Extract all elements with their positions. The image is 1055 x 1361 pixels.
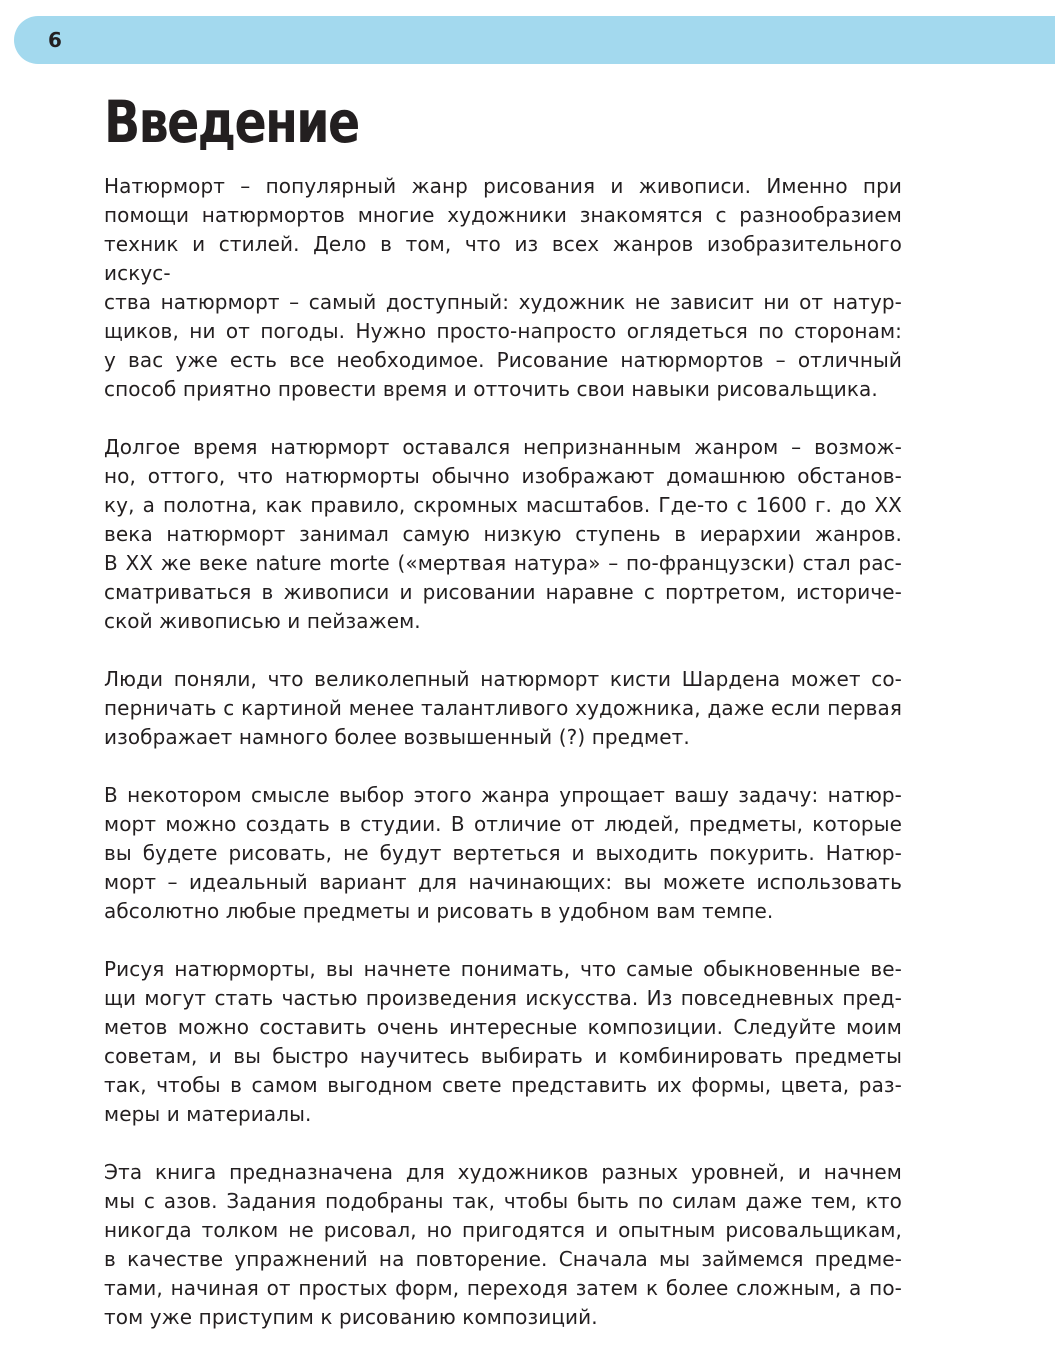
paragraph-line: меры и материалы. — [104, 1102, 312, 1126]
paragraph-line: ской живописью и пейзажем. — [104, 609, 421, 633]
paragraph-line: советам, и вы быстро научитесь выбирать и комбинировать предметы — [104, 1044, 902, 1068]
paragraph-line: Долгое время натюрморт оставался непризнанным жанром – возмож- — [104, 435, 902, 459]
paragraph-line: Эта книга предназначена для художников разных уровней, и начнем — [104, 1160, 902, 1184]
paragraph-line: морт можно создать в студии. В отличие от людей, предметы, которые — [104, 812, 902, 836]
paragraph-line: перничать с картиной менее талантливого художника, даже если первая — [104, 696, 902, 720]
paragraph-line: техник и стилей. Дело в том, что из всех жанров изобразительного искус- — [104, 232, 902, 285]
paragraph — [104, 955, 902, 1129]
paragraph-line: том уже приступим к рисованию композиций. — [104, 1305, 598, 1329]
paragraph-line: ства натюрморт – самый доступный: художник не зависит ни от натур- — [104, 290, 902, 314]
paragraph-line: щи могут стать частью произведения искусства. Из повседневных пред- — [104, 986, 902, 1010]
header-band — [14, 16, 1055, 64]
body-text — [104, 172, 902, 1361]
paragraph-line: способ приятно провести время и отточить свои навыки рисовальщика. — [104, 377, 878, 401]
page-title: Введение — [104, 88, 359, 156]
paragraph-line: но, оттого, что натюрморты обычно изображают домашнюю обстанов- — [104, 464, 902, 488]
paragraph — [104, 172, 902, 404]
paragraph-line: метов можно составить очень интересные композиции. Следуйте моим — [104, 1015, 902, 1039]
paragraph-line: В XX же веке nature morte («мертвая натура» – по-французски) стал рас- — [104, 551, 902, 575]
paragraph-line: Рисуя натюрморты, вы начнете понимать, что самые обыкновенные ве- — [104, 957, 902, 981]
paragraph-line: так, чтобы в самом выгодном свете представить их формы, цвета, раз- — [104, 1073, 902, 1097]
paragraph-line: у вас уже есть все необходимое. Рисование натюрмортов – отличный — [104, 348, 902, 372]
page-number: 6 — [48, 28, 62, 52]
paragraph-line: вы будете рисовать, не будут вертеться и выходить покурить. Натюр- — [104, 841, 902, 865]
paragraph-line: века натюрморт занимал самую низкую ступень в иерархии жанров. — [104, 522, 902, 546]
paragraph — [104, 433, 902, 636]
paragraph-line: морт – идеальный вариант для начинающих: вы можете использовать — [104, 870, 902, 894]
paragraph-line: щиков, ни от погоды. Нужно просто-напросто оглядеться по сторонам: — [104, 319, 902, 343]
paragraph-line: в качестве упражнений на повторение. Сначала мы займемся предме- — [104, 1247, 902, 1271]
paragraph-line: Люди поняли, что великолепный натюрморт кисти Шардена может со- — [104, 667, 902, 691]
paragraph-line: помощи натюрмортов многие художники знакомятся с разнообразием — [104, 203, 902, 227]
paragraph-line: тами, начиная от простых форм, переходя затем к более сложным, а по- — [104, 1276, 902, 1300]
paragraph-line: В некотором смысле выбор этого жанра упрощает вашу задачу: натюр- — [104, 783, 902, 807]
paragraph-line: абсолютно любые предметы и рисовать в удобном вам темпе. — [104, 899, 774, 923]
paragraph-line: ку, а полотна, как правило, скромных масштабов. Где-то с 1600 г. до XX — [104, 493, 902, 517]
paragraph-line: Натюрморт – популярный жанр рисования и живописи. Именно при — [104, 174, 902, 198]
paragraph — [104, 665, 902, 752]
paragraph-line: изображает намного более возвышенный (?) предмет. — [104, 725, 690, 749]
paragraph — [104, 781, 902, 926]
paragraph-line: сматриваться в живописи и рисовании наравне с портретом, историче- — [104, 580, 902, 604]
paragraph-line: никогда толком не рисовал, но пригодятся и опытным рисовальщикам, — [104, 1218, 902, 1242]
paragraph-line: мы с азов. Задания подобраны так, чтобы быть по силам даже тем, кто — [104, 1189, 902, 1213]
paragraph — [104, 1158, 902, 1332]
